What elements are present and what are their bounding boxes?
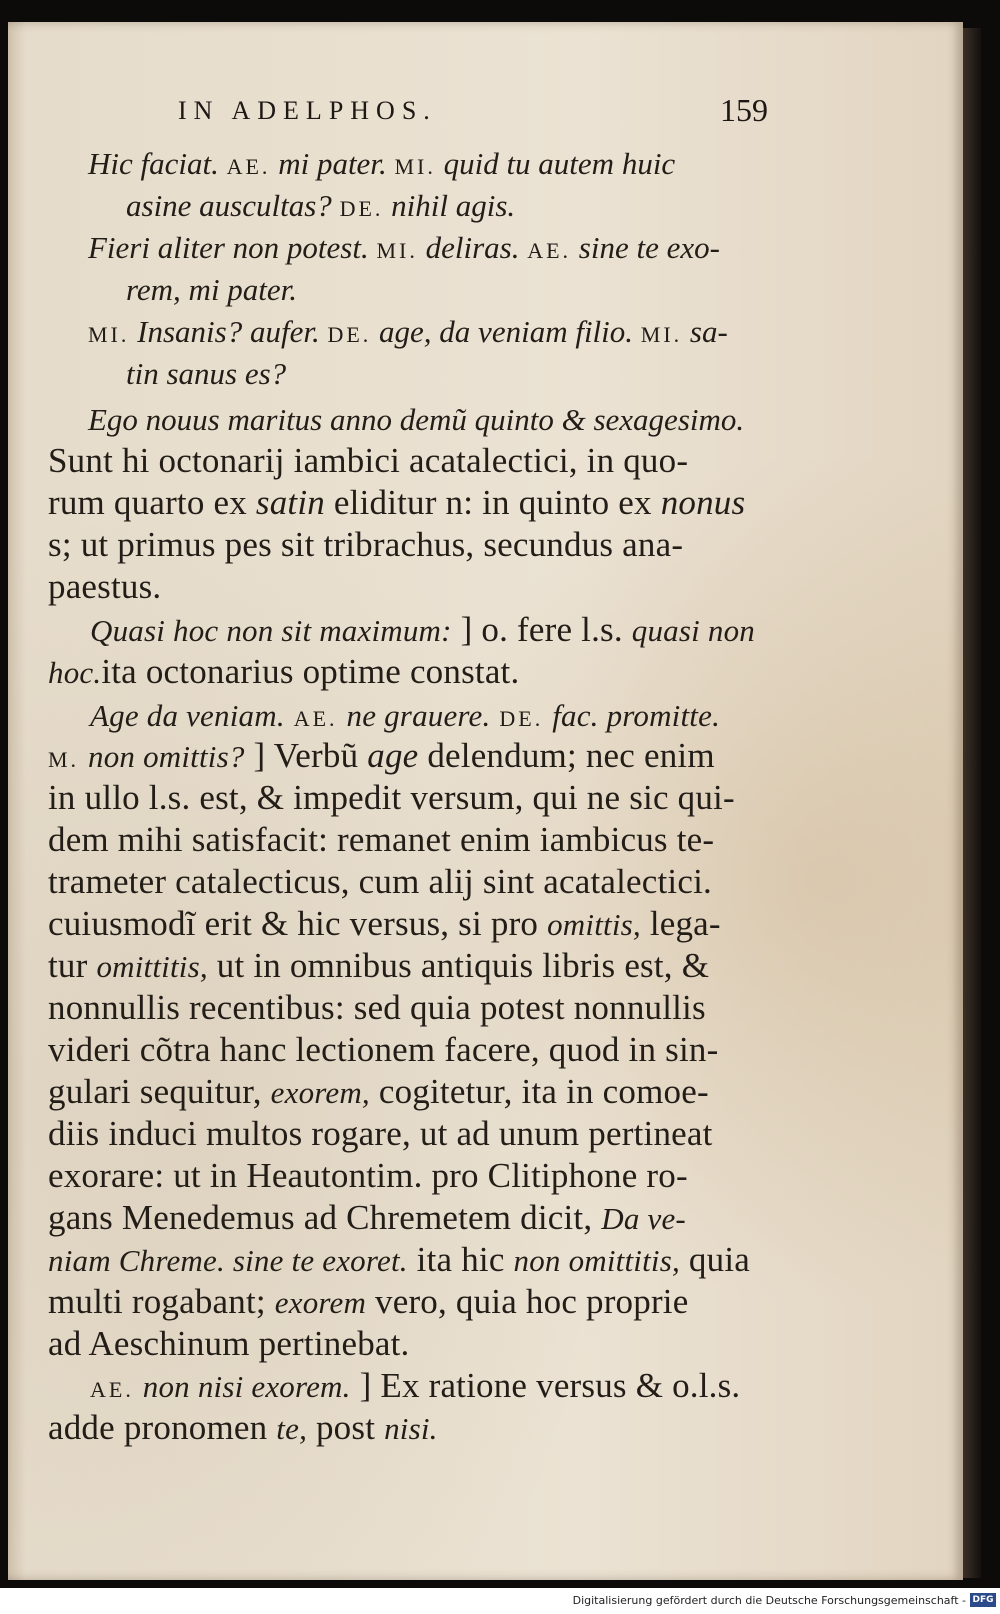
commentary-line-10: dem mihi satisfacit: remanet enim iambicus te- [48, 820, 715, 859]
commentary-line-3: s; ut primus pes sit tribrachus, secundus ana- [48, 525, 684, 564]
verse-line-6: tin sanus es? [126, 356, 287, 391]
commentary-line-12: cuiusmodĩ erit & hic versus, si pro omittis, lega- [48, 904, 721, 943]
verse-line-2: asine auscultas? DE. nihil agis. [126, 188, 516, 223]
commentary-line-21: multi rogabant; exorem vero, quia hoc proprie [48, 1282, 689, 1321]
commentary-line-1: Sunt hi octonarij iambici acatalectici, in quo- [48, 441, 689, 480]
verse-line-5: MI. Insanis? aufer. DE. age, da veniam filio. MI. sa- [88, 314, 728, 349]
commentary-line-11: trameter catalecticus, cum alij sint acatalectici. [48, 862, 712, 901]
commentary-line-17: diis induci multos rogare, ut ad unum pertineat [48, 1114, 713, 1153]
commentary-line-8: M. non omittis? ] Verbũ age delendum; nec enim [48, 736, 715, 775]
commentary-line-18: exorare: ut in Heautontim. pro Clitiphone ro- [48, 1156, 688, 1195]
commentary-line-20: niam Chreme. sine te exoret. ita hic non omittitis, quia [48, 1240, 750, 1279]
commentary-line-16: gulari sequitur, exorem, cogitetur, ita in comoe- [48, 1072, 709, 1111]
verse-line-4: rem, mi pater. [126, 272, 298, 307]
commentary-line-19: gans Menedemus ad Chremetem dicit, Da ve- [48, 1198, 686, 1237]
verse-line-1: Hic faciat. AE. mi pater. MI. quid tu autem huic [88, 146, 676, 181]
verse-line-3: Fieri aliter non potest. MI. deliras. AE. sine te exo- [88, 230, 720, 265]
digitization-footer [0, 1588, 1000, 1614]
page-number: 159 [720, 92, 768, 128]
commentary-line-14: nonnullis recentibus: sed quia potest nonnullis [48, 988, 706, 1027]
funding-credit: Digitalisierung gefördert durch die Deutsche Forschungsgemeinschaft - [572, 1594, 966, 1607]
commentary-line-13: tur omittitis, ut in omnibus antiquis libris est, & [48, 946, 710, 985]
commentary-line-24: adde pronomen te, post nisi. [48, 1408, 438, 1447]
dfg-logo: DFG [970, 1593, 996, 1607]
commentary-line-4: paestus. [48, 567, 162, 606]
commentary-line-5: Quasi hoc non sit maximum: ] o. fere l.s. quasi non [90, 610, 755, 649]
commentary-line-22: ad Aeschinum pertinebat. [48, 1324, 410, 1363]
verse-line-7: Ego nouus maritus anno demũ quinto & sexagesimo. [88, 402, 745, 437]
commentary-line-7: Age da veniam. AE. ne grauere. DE. fac. promitte. [90, 698, 721, 733]
commentary-line-9: in ullo l.s. est, & impedit versum, qui ne sic qui- [48, 778, 735, 817]
running-head: IN ADELPHOS. [178, 96, 437, 125]
commentary-line-23: AE. non nisi exorem. ] Ex ratione versus & o.l.s. [90, 1366, 741, 1405]
commentary-line-15: videri cõtra hanc lectionem facere, quod in sin- [48, 1030, 719, 1069]
commentary-line-2: rum quarto ex satin eliditur n: in quinto ex nonus [48, 483, 746, 522]
commentary-line-6: hoc.ita octonarius optime constat. [48, 652, 520, 691]
